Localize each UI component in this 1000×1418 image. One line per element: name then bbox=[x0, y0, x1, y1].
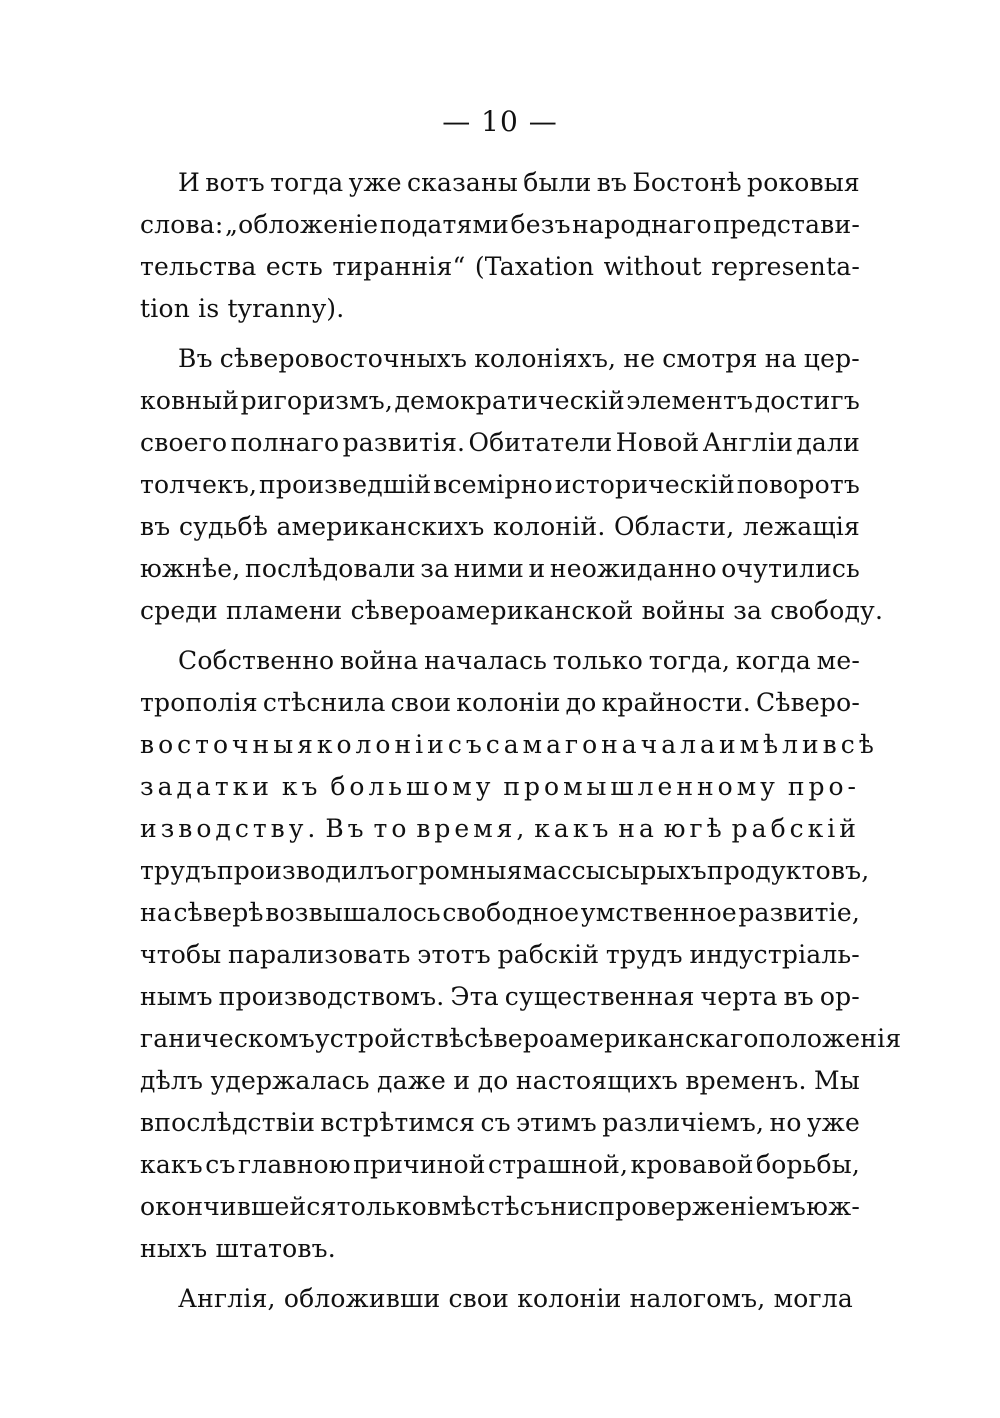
text-line: ковный ригоризмъ, демократическій элементъ достигъ bbox=[140, 386, 860, 415]
paragraph bbox=[140, 338, 884, 632]
text-line: задатки къ большому промышленному про- bbox=[140, 772, 860, 801]
text-line: чтобы парализовать этотъ рабскій трудъ индустріаль- bbox=[140, 940, 860, 969]
text-line: слова: „обложеніе податями безъ народнаго представи- bbox=[140, 210, 860, 239]
text-line: тельства есть тираннія“ (Taxation without rерresenta- bbox=[140, 252, 860, 281]
text-line: въ судьбѣ американскихъ колоній. Области, лежащія bbox=[140, 512, 860, 541]
page-number: — 10 — bbox=[442, 105, 558, 138]
text-line: своего полнаго развитія. Обитатели Новой Англіи дали bbox=[140, 428, 860, 457]
text-line: на сѣверѣ возвышалось свободное умственное развитіе, bbox=[140, 898, 860, 927]
text-line: окончившейся только вмѣстѣ съ ниспроверженіемъ юж- bbox=[140, 1192, 860, 1221]
text-line: трополія стѣснила свои колоніи до крайности. Сѣверо- bbox=[140, 688, 860, 717]
text-line: восточныя колоніи съ самаго начала имѣли всѣ bbox=[140, 730, 878, 759]
book-page bbox=[140, 100, 902, 1328]
paragraph bbox=[140, 640, 902, 1270]
text-line: ганическомъ устройствѣ сѣвероамериканскаго положенія bbox=[140, 1024, 902, 1053]
text-line: И вотъ тогда уже сказаны были въ Бостонѣ роковыя bbox=[178, 168, 860, 197]
text-body bbox=[140, 162, 902, 1320]
text-line: толчекъ, произведшій всемірно историческій поворотъ bbox=[140, 470, 860, 499]
text-line: впослѣдствіи встрѣтимся съ этимъ различіемъ, но уже bbox=[140, 1108, 860, 1137]
text-line: дѣлъ удержалась даже и до настоящихъ временъ. Мы bbox=[140, 1066, 860, 1095]
paragraph bbox=[140, 1278, 860, 1320]
text-line: Въ сѣверовосточныхъ колоніяхъ, не смотря на цер- bbox=[178, 344, 860, 373]
text-line: среди пламени сѣвероамериканской войны за свободу. bbox=[140, 596, 884, 625]
paragraph bbox=[140, 162, 860, 330]
text-line: tion is tyranny). bbox=[140, 294, 345, 323]
text-line: какъ съ главною причиной страшной, кровавой борьбы, bbox=[140, 1150, 860, 1179]
text-line: Собственно война началась только тогда, когда ме- bbox=[178, 646, 860, 675]
text-line: изводству. Въ то время, какъ на югѣ рабскій bbox=[140, 814, 860, 843]
text-line: трудъ производилъ огромныя массы сырыхъ продуктовъ, bbox=[140, 856, 870, 885]
text-line: южнѣе, послѣдовали за ними и неожиданно очутились bbox=[140, 554, 860, 583]
text-line: Англія, обложивши свои колоніи налогомъ, могла bbox=[178, 1284, 853, 1313]
text-line: ныхъ штатовъ. bbox=[140, 1234, 336, 1263]
text-line: нымъ производствомъ. Эта существенная черта въ ор- bbox=[140, 982, 860, 1011]
